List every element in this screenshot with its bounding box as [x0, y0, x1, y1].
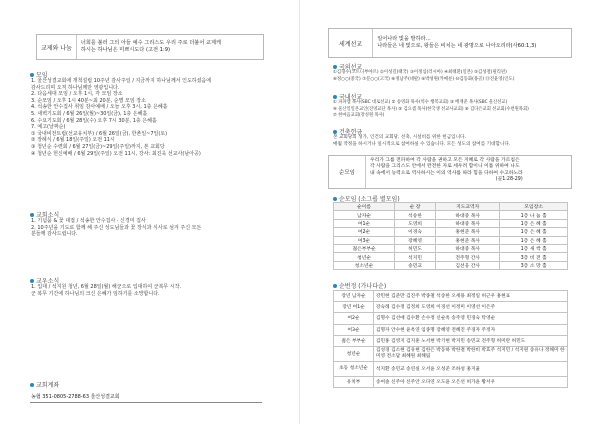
- section-bullet-icon: [30, 383, 34, 387]
- duty-group: 청년순: [334, 346, 374, 361]
- table-row: [334, 219, 568, 227]
- mission-label: 세계선교: [329, 29, 373, 57]
- mission-verse-line: 나라들은 네 빛으로, 왕들은 비치는 네 광명으로 나아오리라(사60:1,3): [377, 43, 537, 49]
- overseas-line: ⑥정○○(중국) ⑦문○○(고국) ⑧정남주(네팔) ⑨박성원(카메룬) ⑩김동화(몽골) ⑪진윤영(인도): [333, 76, 515, 82]
- table-row: [334, 335, 568, 346]
- duty-members: 김민홍 김영지 김지훈 노서현 박기현 박지민 송민교 전주형 허미란 허민도: [374, 335, 568, 346]
- meeting-line: 4. 석송한 안수집사 취임 감사예배 / 오늘 오후 3시, 1층 은혜홀: [31, 104, 168, 111]
- duty-members: 강민현 김준만 김진주 박종철 석송한 오세용 최정일 허근우 홍현표: [374, 291, 568, 302]
- table-cell: 장혜영: [395, 236, 436, 244]
- meetings-title-text: 모임: [36, 72, 48, 79]
- bank-account: 농협 351-0805-2788-63 울산성결교회: [31, 394, 120, 400]
- duty-members: 석지환 송민교 송연실 오서윤 오성준 조하성 홍지율: [374, 361, 568, 376]
- account-underline: [30, 402, 262, 403]
- duty-group: 장년 남자순: [334, 291, 374, 302]
- duty-members: 강숙례 김수정 김정희 도영희 이경선 이정미 이영선 이은주: [374, 302, 568, 313]
- mission-header: [328, 28, 572, 58]
- meeting-line: 감사드리며 오직 하나님께만 영광입니다.: [31, 84, 120, 91]
- member-line: 군 복무 기간에 하나님의 크신 은혜가 임하기를 소망합니다.: [31, 290, 160, 297]
- duty-title-text: 순번정 (가나다순): [339, 283, 387, 290]
- table-cell: 1층 새 싹 홀: [500, 244, 568, 252]
- mission-verse-line: 일어나라 빛을 발하라…: [377, 35, 431, 42]
- family-title-text: 교회소식: [36, 212, 60, 219]
- meeting-line: 3. 순모임 / 오후 1시 40분~최 20분, 순별 모임 장소: [31, 97, 146, 104]
- domestic-line: ① 파파엠 목사(SBC 대로선교) ② 송영화 목사(역수 행복교회) ③ 배재준 목사(SBC 울산선교): [333, 100, 508, 105]
- duty-group: 장년 여1순: [334, 302, 374, 313]
- meeting-line: ② 장례식 / 6월 18일(주일) 오전 11시: [31, 137, 115, 144]
- table-header-row: [334, 203, 568, 211]
- mission-verse: [373, 29, 540, 57]
- table-row: [334, 302, 568, 313]
- table-row: [334, 376, 568, 387]
- meeting-line: ① 국내비전트립(선교유치부) / 6월 26일(금), 한촌일~7일(토): [31, 130, 168, 137]
- table-header: 순 장: [395, 203, 436, 211]
- duty-members: 김성경 김소현 김유현 김한은 박동하 박한결 박한비 박효주 석지민 / 석지원 송유나 정해미 한미영 전소담 최혜원 최해림: [374, 346, 568, 361]
- fellowship-verse-line: 하시는 하나님은 미쁘시도다 (고전 1:9): [80, 47, 171, 53]
- table-cell: 젊은부부순: [334, 244, 395, 252]
- member-line: 1. 입대 / 석지원 청년, 6월 28일(월) 해군으로 입대하여 군복무 시작.: [31, 284, 182, 290]
- right-page: [300, 0, 600, 424]
- table-cell: 허민도: [395, 244, 436, 252]
- members-list: [31, 284, 181, 297]
- table-cell: 이경숙: [395, 228, 436, 236]
- cell-verse-line: 내 속에서 능력으로 역사하시는 이의 역사를 따라 힘을 다하여 수고하노라: [369, 170, 523, 176]
- meeting-line: 2. 다음세대 모임 / 오후 1시, 각 모임 장소: [31, 91, 123, 98]
- table-row: [334, 236, 568, 244]
- cell-table: [333, 202, 568, 270]
- section-bullet-icon: [333, 95, 337, 99]
- overseas-line: ①김형수(코트디부아르) ②이성길(태국) ③이정심(러시아) ④최태환(일본) ⑤김성철(필리핀): [333, 70, 507, 75]
- building-line: 본 교회당의 성가, 인건의 교회당, 선축, 시설비를 위한 헌금입니다.: [333, 135, 466, 140]
- family-list: [31, 218, 201, 238]
- duty-group: 유치부: [334, 376, 374, 387]
- table-cell: 하대중 목사: [436, 211, 500, 219]
- table-row: [334, 361, 568, 376]
- table-cell: 청년순: [334, 253, 395, 261]
- meeting-line: 6. 수요기도회 / 6월 28일(수) 오후 7시 30분, 1층 은혜홀: [31, 117, 157, 124]
- building-list: [333, 135, 510, 148]
- duty-members: 송여솔 신주아 신주안 오다연 오도윤 오은선 허가윤 황서우: [374, 376, 568, 387]
- cell-table-title-text: 순모임 (소그룹 별모임): [339, 196, 400, 203]
- overseas-list: [333, 70, 514, 83]
- table-cell: 하대중 목사: [436, 244, 500, 252]
- table-cell: 남자순: [334, 211, 395, 219]
- fellowship-label: 교제와 나눔: [37, 35, 77, 59]
- fellowship-verse: [77, 35, 225, 59]
- table-header: 지도교역자: [436, 203, 500, 211]
- table-cell: 전주형 간사: [436, 253, 500, 261]
- table-row: [334, 244, 568, 252]
- duty-table: [333, 290, 568, 388]
- meeting-line: ④ 청년순 헌신예배 / 6월 29일(주일) 오전 11시, 강사: 최진욱 선교사(남아공): [31, 150, 201, 157]
- table-cell: 석지민: [395, 253, 436, 261]
- section-bullet-icon: [333, 197, 337, 201]
- account-title: [30, 380, 59, 389]
- members-title-text: 교우소식: [36, 278, 60, 285]
- duty-group: 초등 청소년순: [334, 361, 374, 376]
- domestic-list: [333, 100, 529, 120]
- fellowship-verse-line: 너희를 불러 그의 아들 예수 그리스도 우리 주로 더불어 교제케: [80, 39, 222, 46]
- cell-verse: [366, 156, 527, 188]
- account-title-text: 교회계좌: [36, 382, 60, 389]
- table-row: [334, 324, 568, 335]
- meetings-list: [31, 78, 211, 157]
- meeting-line: 7. 예고(날짜순): [31, 124, 66, 131]
- table-row: [334, 253, 568, 261]
- table-header: 모임장소: [500, 203, 568, 211]
- table-row: [334, 261, 568, 269]
- table-cell: 하대중 목사: [436, 219, 500, 227]
- cell-verse-box: [328, 155, 572, 189]
- section-bullet-icon: [30, 279, 34, 283]
- section-bullet-icon: [333, 284, 337, 288]
- building-line: 매월 작정을 하시거나 일시적으로 참여하실 수 있습니다. 모든 성도의 참여를 기대합니다.: [333, 141, 511, 147]
- table-cell: 홍현준 목사: [436, 236, 500, 244]
- section-bullet-icon: [30, 213, 34, 217]
- table-cell: 1층 은 혜 홀: [500, 219, 568, 227]
- cell-verse-line: 각 사람을 그리스도 안에서 완전한 자로 세우려 함이니 이를 위하여 나도: [369, 164, 520, 170]
- family-line: 2. 10주년을 기도로 함께 해 주신 성도님들과 꽃 장식과 식사로 섬겨 주신 모든: [31, 224, 202, 231]
- table-cell: 3층 비 전 홀: [500, 253, 568, 261]
- table-row: [334, 211, 568, 219]
- duty-members: 김명자 안수현 윤옥연 임종명 장혜영 전혜진 주경자 주정자: [374, 324, 568, 335]
- overseas-title-text: 국외선교: [339, 64, 363, 71]
- duty-group: 여2순: [334, 313, 374, 324]
- table-row: [334, 228, 568, 236]
- table-row: [334, 346, 568, 361]
- table-cell: 석송한: [395, 211, 436, 219]
- table-cell: 3층 소 망 홀: [500, 261, 568, 269]
- table-row: [334, 313, 568, 324]
- table-cell: 도영희: [395, 219, 436, 227]
- table-cell: 청소년순: [334, 261, 395, 269]
- table-cell: 여2순: [334, 228, 395, 236]
- table-cell: 1층 은 혜 홀: [500, 228, 568, 236]
- section-bullet-icon: [333, 65, 337, 69]
- cell-label: 순모임: [329, 156, 366, 188]
- section-bullet-icon: [333, 130, 337, 134]
- domestic-title-text: 국내선교: [339, 94, 363, 101]
- section-bullet-icon: [30, 73, 34, 77]
- table-cell: 여3순: [334, 236, 395, 244]
- family-line: 1. 기념품 & 꽃 대접 / 석송한 안수집사 · 신경미 집사: [31, 218, 146, 224]
- domestic-line: ④ 울산일일본교인(진영교단 목사) ⑤ 김요셉 목사(한국생 선교사교회) ⑥ 김다은교회 선교회(수련원목회): [333, 106, 529, 112]
- building-title-text: 건축헌금: [339, 129, 363, 136]
- table-cell: 여1순: [334, 219, 395, 227]
- meeting-line: 1. 울산성결교회에 개척설립 10주년 감사주일 / 지금까지 하나님께서 인도하셨음에: [31, 78, 212, 84]
- duty-members: 김명수 김선애 김수환 손수정 신순옥 송주영 민경숙 탁영순: [374, 313, 568, 324]
- fellowship-header: [36, 34, 264, 60]
- domestic-line: ⑦ 한마음교회(강성원 목사): [333, 113, 385, 119]
- table-header: 순이름: [334, 203, 395, 211]
- meeting-line: ③ 청년순 수련회 / 6월 27일(금)~29일(주일)까지, 본 교회당: [31, 143, 165, 150]
- cell-verse-line: 우리가 그를 전파하여 각 사람을 권하고 모든 지혜로 각 사람을 가르침은: [369, 158, 520, 163]
- meeting-line: 5. 새벽기도회 / 6월 26일(월)~30일(금), 1층 은혜홀: [31, 110, 148, 117]
- table-row: [334, 291, 568, 302]
- family-line: 분들께 감사드립니다.: [31, 231, 78, 238]
- duty-group: 젊은 부부순: [334, 335, 374, 346]
- table-cell: 송민교: [395, 261, 436, 269]
- duty-title: [333, 281, 386, 290]
- duty-group: 여3순: [334, 324, 374, 335]
- cell-verse-line: (골1:28-29): [495, 177, 523, 183]
- table-cell: 1층 은 혜 홀: [500, 236, 568, 244]
- table-cell: 홍현준 목사: [436, 228, 500, 236]
- table-cell: 1층 나 눔 홀: [500, 211, 568, 219]
- table-cell: 김선웅 간사: [436, 261, 500, 269]
